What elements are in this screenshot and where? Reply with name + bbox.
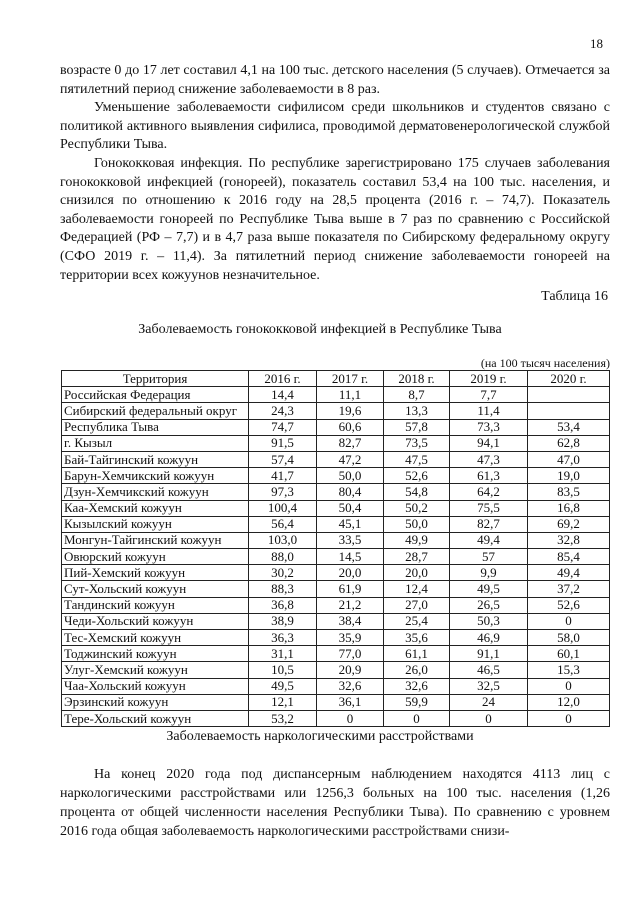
value-cell: 30,2 [249, 565, 317, 581]
value-cell: 47,2 [317, 451, 384, 467]
value-cell: 69,2 [528, 516, 610, 532]
table-row [62, 549, 610, 565]
value-cell: 26,5 [450, 597, 528, 613]
value-cell: 12,0 [528, 694, 610, 710]
value-cell: 7,7 [450, 387, 528, 403]
value-cell [528, 403, 610, 419]
value-cell: 50,0 [317, 468, 384, 484]
value-cell: 47,3 [450, 451, 528, 467]
value-cell: 64,2 [450, 484, 528, 500]
value-cell: 12,4 [384, 581, 450, 597]
value-cell: 57 [450, 549, 528, 565]
value-cell: 14,4 [249, 387, 317, 403]
value-cell: 50,4 [317, 500, 384, 516]
territory-cell: Улуг-Хемский кожуун [62, 662, 249, 678]
incidence-table [61, 370, 610, 727]
value-cell: 32,6 [317, 678, 384, 694]
column-header: Территория [62, 371, 249, 387]
value-cell: 14,5 [317, 549, 384, 565]
value-cell: 88,3 [249, 581, 317, 597]
value-cell: 47,5 [384, 451, 450, 467]
value-cell: 82,7 [450, 516, 528, 532]
table-units: (на 100 тысяч населения) [480, 356, 610, 370]
value-cell: 74,7 [249, 419, 317, 435]
territory-cell: Тандинский кожуун [62, 597, 249, 613]
table-row [62, 468, 610, 484]
value-cell: 0 [528, 613, 610, 629]
table-row [62, 451, 610, 467]
table-row [62, 662, 610, 678]
value-cell: 31,1 [249, 646, 317, 662]
value-cell: 75,5 [450, 500, 528, 516]
value-cell: 53,2 [249, 710, 317, 726]
value-cell: 20,0 [317, 565, 384, 581]
territory-cell: г. Кызыл [62, 435, 249, 451]
value-cell: 0 [384, 710, 450, 726]
value-cell: 91,1 [450, 646, 528, 662]
value-cell: 52,6 [384, 468, 450, 484]
table-row [62, 532, 610, 548]
territory-cell: Республика Тыва [62, 419, 249, 435]
table-row [62, 565, 610, 581]
territory-cell: Тоджинский кожуун [62, 646, 249, 662]
value-cell: 21,2 [317, 597, 384, 613]
territory-cell: Тере-Хольский кожуун [62, 710, 249, 726]
value-cell: 38,9 [249, 613, 317, 629]
table-row [62, 484, 610, 500]
column-header: 2018 г. [384, 371, 450, 387]
territory-cell: Тес-Хемский кожуун [62, 630, 249, 646]
column-header: 2017 г. [317, 371, 384, 387]
table-row [62, 678, 610, 694]
value-cell: 49,4 [528, 565, 610, 581]
value-cell: 26,0 [384, 662, 450, 678]
paragraph-3: Гонококковая инфекция. По республике зарегистрировано 175 случаев заболевания гонококковой инфекцией (гонореей), показатель составил 53,4 на 100 тыс. населения, и снизился по отношению к 2016 году на 28,5 процента (2016 г. – 74,7). Показатель заболеваемости гонореей по Республике Тыва выше в 7 раз по сравнению с Российской Федерацией (РФ – 7,7) и в 4,7 раза выше показателя по Сибирскому федеральному округу (СФО 2019 г. – 11,4). За пятилетний период снижение заболеваемости гонореей на территории всех кожуунов незначительное. [60, 156, 610, 283]
value-cell: 50,0 [384, 516, 450, 532]
value-cell: 35,9 [317, 630, 384, 646]
value-cell: 46,9 [450, 630, 528, 646]
territory-cell: Монгун-Тайгинский кожуун [62, 532, 249, 548]
value-cell: 35,6 [384, 630, 450, 646]
value-cell: 25,4 [384, 613, 450, 629]
value-cell: 8,7 [384, 387, 450, 403]
territory-cell: Эрзинский кожуун [62, 694, 249, 710]
value-cell: 49,5 [450, 581, 528, 597]
value-cell: 37,2 [528, 581, 610, 597]
territory-cell: Бай-Тайгинский кожуун [62, 451, 249, 467]
value-cell: 36,1 [317, 694, 384, 710]
value-cell: 33,5 [317, 532, 384, 548]
value-cell: 32,6 [384, 678, 450, 694]
value-cell: 77,0 [317, 646, 384, 662]
value-cell: 83,5 [528, 484, 610, 500]
value-cell: 49,5 [249, 678, 317, 694]
territory-cell: Барун-Хемчикский кожуун [62, 468, 249, 484]
value-cell: 24,3 [249, 403, 317, 419]
value-cell: 62,8 [528, 435, 610, 451]
territory-cell: Сибирский федеральный округ [62, 403, 249, 419]
value-cell: 19,0 [528, 468, 610, 484]
value-cell: 46,5 [450, 662, 528, 678]
value-cell: 53,4 [528, 419, 610, 435]
table-row [62, 435, 610, 451]
value-cell: 97,3 [249, 484, 317, 500]
value-cell: 41,7 [249, 468, 317, 484]
table-row [62, 403, 610, 419]
value-cell: 59,9 [384, 694, 450, 710]
paragraph-4: На конец 2020 года под диспансерным наблюдением находятся 4113 лиц с наркологическими расстройствами или 1256,3 больных на 100 тыс. населения (1,26 процента от общей численности населения Республики Тыва). По сравнению с уровнем 2016 года общая заболеваемость наркологическими расстройствами снизи- [60, 767, 610, 839]
value-cell: 36,8 [249, 597, 317, 613]
value-cell: 54,8 [384, 484, 450, 500]
value-cell: 80,4 [317, 484, 384, 500]
value-cell: 28,7 [384, 549, 450, 565]
section-title: Заболеваемость наркологическими расстройствами [166, 729, 474, 744]
table-row [62, 581, 610, 597]
paragraph-1: возрасте 0 до 17 лет составил 4,1 на 100 тыс. детского населения (5 случаев). Отмечается за пятилетний период снижение заболеваемости в 8 раз. [60, 63, 610, 97]
value-cell: 12,1 [249, 694, 317, 710]
value-cell: 0 [450, 710, 528, 726]
value-cell: 82,7 [317, 435, 384, 451]
value-cell: 15,3 [528, 662, 610, 678]
territory-cell: Чаа-Хольский кожуун [62, 678, 249, 694]
table-row [62, 597, 610, 613]
value-cell: 88,0 [249, 549, 317, 565]
value-cell: 57,8 [384, 419, 450, 435]
value-cell: 13,3 [384, 403, 450, 419]
table-header-row [62, 371, 610, 387]
table-row [62, 516, 610, 532]
value-cell: 11,1 [317, 387, 384, 403]
column-header: 2020 г. [528, 371, 610, 387]
value-cell: 32,5 [450, 678, 528, 694]
table-row [62, 500, 610, 516]
value-cell: 16,8 [528, 500, 610, 516]
value-cell: 19,6 [317, 403, 384, 419]
value-cell: 24 [450, 694, 528, 710]
table-row [62, 710, 610, 726]
value-cell: 11,4 [450, 403, 528, 419]
value-cell: 61,9 [317, 581, 384, 597]
value-cell: 20,9 [317, 662, 384, 678]
value-cell: 73,5 [384, 435, 450, 451]
column-header: 2016 г. [249, 371, 317, 387]
value-cell: 45,1 [317, 516, 384, 532]
territory-cell: Пий-Хемский кожуун [62, 565, 249, 581]
value-cell: 60,6 [317, 419, 384, 435]
value-cell: 50,3 [450, 613, 528, 629]
table-row [62, 694, 610, 710]
value-cell: 52,6 [528, 597, 610, 613]
value-cell [528, 387, 610, 403]
value-cell: 0 [317, 710, 384, 726]
value-cell: 20,0 [384, 565, 450, 581]
value-cell: 0 [528, 678, 610, 694]
territory-cell: Чеди-Хольский кожуун [62, 613, 249, 629]
value-cell: 38,4 [317, 613, 384, 629]
value-cell: 73,3 [450, 419, 528, 435]
value-cell: 61,3 [450, 468, 528, 484]
value-cell: 47,0 [528, 451, 610, 467]
territory-cell: Сут-Хольский кожуун [62, 581, 249, 597]
value-cell: 85,4 [528, 549, 610, 565]
value-cell: 32,8 [528, 532, 610, 548]
table-row [62, 387, 610, 403]
value-cell: 56,4 [249, 516, 317, 532]
territory-cell: Овюрский кожуун [62, 549, 249, 565]
table-label: Таблица 16 [541, 289, 608, 304]
table-row [62, 630, 610, 646]
value-cell: 50,2 [384, 500, 450, 516]
value-cell: 100,4 [249, 500, 317, 516]
value-cell: 61,1 [384, 646, 450, 662]
territory-cell: Каа-Хемский кожуун [62, 500, 249, 516]
value-cell: 27,0 [384, 597, 450, 613]
value-cell: 94,1 [450, 435, 528, 451]
value-cell: 58,0 [528, 630, 610, 646]
value-cell: 57,4 [249, 451, 317, 467]
column-header: 2019 г. [450, 371, 528, 387]
territory-cell: Кызылский кожуун [62, 516, 249, 532]
value-cell: 0 [528, 710, 610, 726]
value-cell: 9,9 [450, 565, 528, 581]
value-cell: 10,5 [249, 662, 317, 678]
value-cell: 49,9 [384, 532, 450, 548]
territory-cell: Дзун-Хемчикский кожуун [62, 484, 249, 500]
table-row [62, 419, 610, 435]
territory-cell: Российская Федерация [62, 387, 249, 403]
value-cell: 36,3 [249, 630, 317, 646]
value-cell: 49,4 [450, 532, 528, 548]
table-title: Заболеваемость гонококковой инфекцией в Республике Тыва [138, 322, 502, 337]
value-cell: 103,0 [249, 532, 317, 548]
value-cell: 60,1 [528, 646, 610, 662]
value-cell: 91,5 [249, 435, 317, 451]
table-row [62, 646, 610, 662]
table-row [62, 613, 610, 629]
page-number: 18 [590, 36, 603, 51]
paragraph-2: Уменьшение заболеваемости сифилисом среди школьников и студентов связано с политикой активного выявления сифилиса, проводимой дерматовенерологической службой Республики Тыва. [60, 100, 610, 153]
